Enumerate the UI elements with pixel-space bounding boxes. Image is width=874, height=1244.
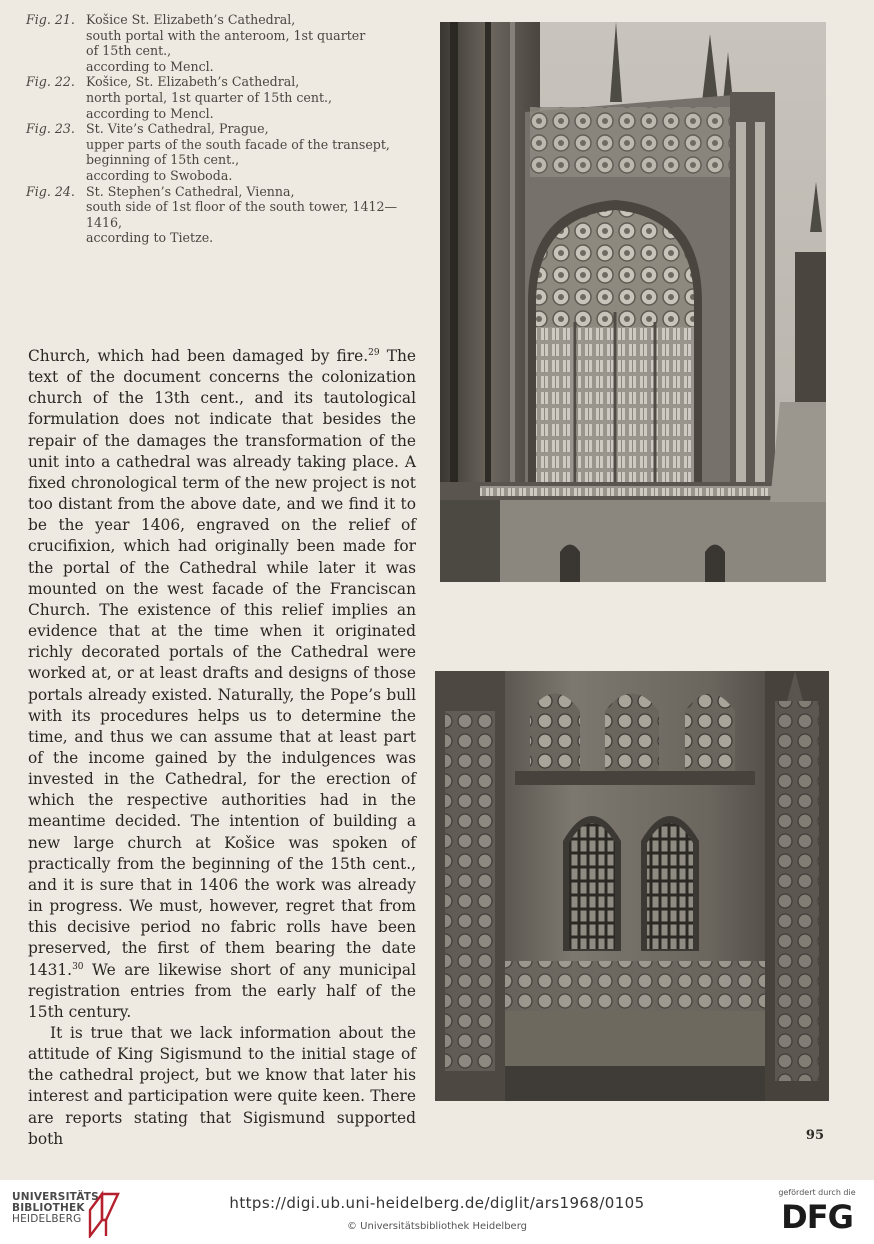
- caption-line: south side of 1st floor of the south tower, 1412—: [86, 199, 398, 215]
- paragraph: It is true that we lack information about the attitude of King Sigismund to the initial stage of the cathedral project, but we know that later his interest and participation were quite keen. There are reports stating that Sigismund supported both: [28, 1024, 416, 1148]
- caption-line: of 15th cent.,: [86, 43, 172, 59]
- caption-line: according to Mencl.: [86, 58, 214, 74]
- caption-label: Fig. 24.: [26, 183, 75, 199]
- caption-fig-23: [26, 121, 426, 183]
- caption-line: north portal, 1st quarter of 15th cent.,: [86, 89, 333, 105]
- figure-captions: [26, 12, 426, 246]
- copyright-notice: © Universitätsbibliothek Heidelberg: [346, 1221, 527, 1232]
- caption-line: according to Tietze.: [86, 230, 214, 246]
- funded-by-label: gefördert durch die: [778, 1188, 856, 1197]
- paragraph: [28, 346, 416, 1023]
- caption-line: south portal with the anteroom, 1st quarter: [86, 27, 366, 43]
- caption-line: St. Stephen’s Cathedral, Vienna,: [86, 183, 295, 199]
- library-name-line1: UNIVERSITÄTS-: [12, 1191, 104, 1203]
- caption-fig-21: [26, 12, 426, 74]
- caption-label: Fig. 23.: [26, 121, 75, 137]
- footer-bar: [0, 1180, 874, 1244]
- caption-line: St. Vite’s Cathedral, Prague,: [86, 121, 269, 137]
- caption-line: beginning of 15th cent.,: [86, 152, 240, 168]
- library-name-line2: BIBLIOTHEK: [12, 1202, 85, 1214]
- caption-label: Fig. 22.: [26, 74, 75, 90]
- caption-line: according to Swoboda.: [86, 167, 233, 183]
- text-run: The text of the document concerns the colonization church of the 13th cent., and its tautological formulation does not indicate that besides the repair of the damages the transformation of the unit into a cathedral was already taking place. A fixed chronological term of the new project is not too distant from the above date, and we find it to be the year 1406, engraved on the relief of crucifixion, which had originally been made for the portal of the Cathedral while later it was mounted on the west facade of the Franciscan Church. The existence of this relief implies an evidence that at the time when it originated richly decorated portals of the Cathedral were worked at, or at least drafts and designs of those portals already existed. Naturally, the Pope’s bull with its procedures helps us to determine the time, and thus we can assume that at least part of the income gained by the indulgences was invested in the Cathedral, for the erection of which the respective authorities had in the meantime decided. The intention of building a new large church at Košice was spoken of practically from the beginning of the 15th cent., and it is sure that in 1406 the work was already in progress. We must, however, regret that from this decisive period no fabric rolls have been preserved, the first of them bearing the date 1431.: [28, 347, 416, 979]
- caption-line: 1416,: [86, 214, 123, 230]
- dfg-logo: [775, 1200, 859, 1232]
- caption-line: Košice St. Elizabeth’s Cathedral,: [86, 12, 296, 27]
- text-run: We are likewise short of any municipal registration entries from the early half of the 15th century.: [28, 960, 416, 1021]
- footnote-ref[interactable]: 29: [368, 348, 380, 358]
- caption-line: according to Mencl.: [86, 105, 214, 121]
- dfg-logo-text: DFG: [781, 1200, 853, 1232]
- footnote-ref[interactable]: 30: [72, 961, 84, 972]
- library-name-line3: HEIDELBERG: [12, 1213, 82, 1225]
- dfg-funding[interactable]: [774, 1188, 860, 1236]
- caption-label: Fig. 21.: [26, 12, 75, 27]
- cathedral-photo-vienna: [435, 671, 829, 1101]
- caption-fig-22: [26, 74, 426, 121]
- cathedral-photo-prague: [440, 22, 826, 582]
- text-run: Church, which had been damaged by fire.: [28, 347, 369, 365]
- caption-fig-24: [26, 184, 426, 246]
- caption-line: upper parts of the south facade of the transept,: [86, 136, 390, 152]
- document-url[interactable]: https://digi.ub.uni-heidelberg.de/diglit/ars1968/0105: [229, 1194, 645, 1212]
- page-number: 95: [805, 1128, 824, 1143]
- body-text: [28, 346, 416, 1150]
- caption-line: Košice, St. Elizabeth’s Cathedral,: [86, 74, 300, 90]
